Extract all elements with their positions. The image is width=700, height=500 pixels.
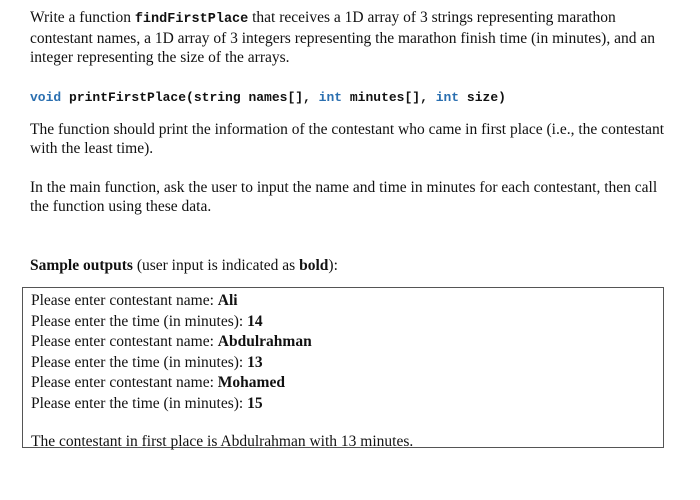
sample-output-box (22, 287, 664, 448)
intro-text-start: Write a function (30, 9, 135, 26)
sample-user-input: 14 (247, 312, 263, 330)
sample-heading-bold: Sample outputs (30, 257, 133, 274)
intro-text-rest: that receives a 1D array of 3 strings representing marathon contestant names, a 1D array of 3 integers representing the marathon finish time (in minutes), and an integer representing the size of the arrays. (30, 9, 655, 66)
function-name-inline: findFirstPlace (134, 12, 249, 27)
sample-line (31, 312, 655, 333)
sample-prompt: Please enter the time (in minutes): (31, 394, 248, 412)
main-instructions-paragraph: In the main function, ask the user to input the name and time in minutes for each contestant, then call the function using these data. (30, 179, 658, 215)
description-paragraph: The function should print the information of the contestant who came in first place (i.e., the contestant with the least time). (30, 121, 665, 157)
signature-return-type: void (30, 90, 62, 105)
sample-heading-bold-word: bold (299, 257, 329, 274)
signature-name: printFirstPlace(string names[], (61, 90, 319, 105)
sample-user-input: 15 (247, 394, 263, 412)
intro-paragraph (30, 8, 670, 67)
sample-prompt: Please enter contestant name: (31, 292, 218, 309)
sample-line (31, 373, 655, 394)
sample-line (31, 353, 655, 374)
sample-line (31, 394, 655, 415)
sample-outputs-heading (30, 256, 338, 275)
sample-result-line: The contestant in first place is Abdulrahman with 13 minutes. (31, 433, 414, 450)
sample-spacer (31, 414, 655, 432)
sample-user-input: Ali (217, 292, 238, 309)
sample-prompt: Please enter contestant name: (31, 333, 218, 350)
signature-minutes-param: minutes[], (342, 90, 436, 105)
sample-line (31, 291, 655, 312)
sample-heading-end: ): (328, 257, 338, 274)
signature-size-param: size) (459, 90, 506, 105)
sample-heading-mid: (user input is indicated as (132, 257, 300, 274)
function-signature (30, 90, 506, 105)
sample-user-input: Mohamed (217, 374, 285, 391)
sample-user-input: 13 (247, 353, 263, 371)
sample-prompt: Please enter contestant name: (31, 374, 218, 391)
sample-prompt: Please enter the time (in minutes): (31, 353, 248, 371)
signature-int-keyword-2: int (435, 90, 460, 105)
signature-int-keyword-1: int (318, 90, 343, 105)
sample-line (31, 332, 655, 353)
sample-user-input: Abdulrahman (217, 333, 312, 350)
sample-prompt: Please enter the time (in minutes): (31, 312, 248, 330)
